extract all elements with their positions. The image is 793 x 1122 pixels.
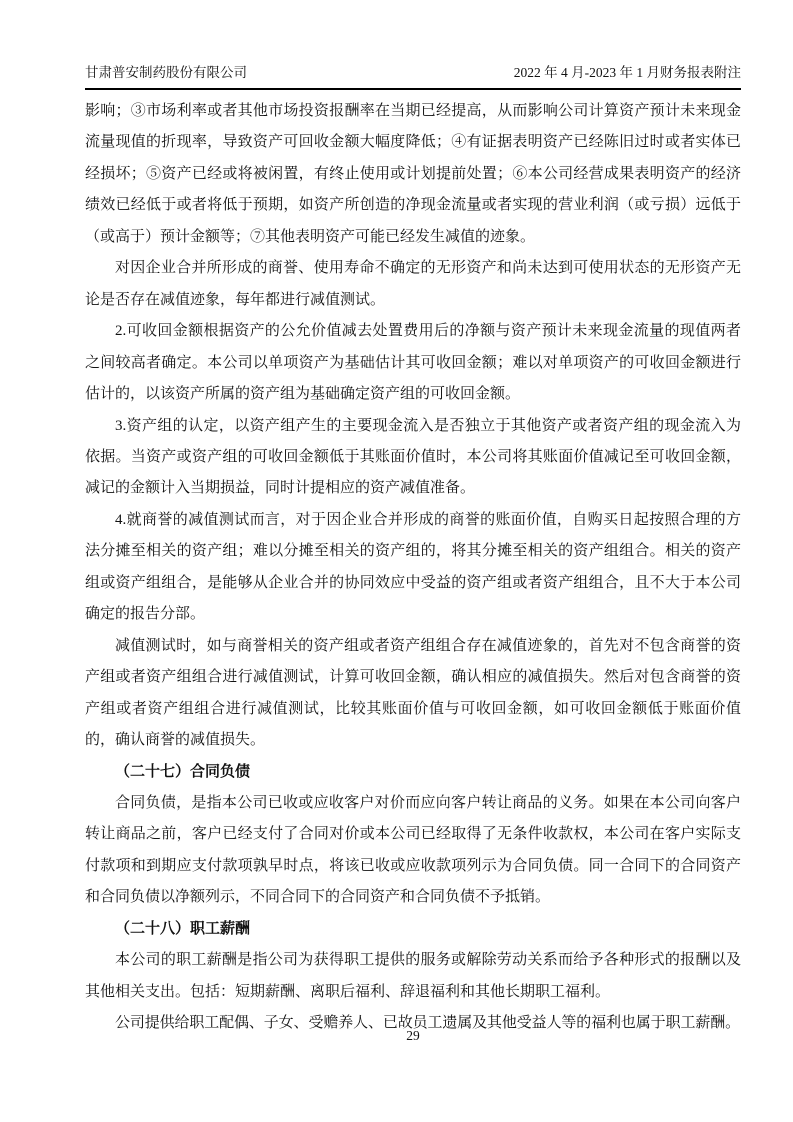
page-number: 29 bbox=[406, 1028, 420, 1043]
paragraph: 影响；③市场利率或者其他市场投资报酬率在当期已经提高，从而影响公司计算资产预计未来现金流量现值的折现率，导致资产可回收金额大幅度降低；④有证据表明资产已经陈旧过时或者实体已经损坏；⑤资产已经或将被闲置，有终止使用或计划提前处置；⑥本公司经营成果表明资产的经济绩效已经低于或者将低于预期，如资产所创造的净现金流量或者实现的营业利润（或亏损）远低于（或高于）预计金额等；⑦其他表明资产可能已经发生减值的迹象。 bbox=[85, 103, 741, 245]
header-company-name: 甘肃普安制药股份有限公司 bbox=[85, 65, 247, 80]
paragraph: 本公司的职工薪酬是指公司为获得职工提供的服务或解除劳动关系而给予各种形式的报酬以及其他相关支出。包括：短期薪酬、离职后福利、辞退福利和其他长期职工福利。 bbox=[85, 952, 741, 1000]
paragraph: 4.就商誉的减值测试而言，对于因企业合并形成的商誉的账面价值，自购买日起按照合理的方法分摊至相关的资产组；难以分摊至相关的资产组的，将其分摊至相关的资产组组合。相关的资产组或资产组组合，是能够从企业合并的协同效应中受益的资产组或者资产组组合，且不大于本公司确定的报告分部。 bbox=[85, 511, 741, 623]
paragraph: 减值测试时，如与商誉相关的资产组或者资产组组合存在减值迹象的，首先对不包含商誉的资产组或者资产组组合进行减值测试，计算可收回金额，确认相应的减值损失。然后对包含商誉的资产组或者资产组组合进行减值测试，比较其账面价值与可收回金额，如可收回金额低于账面价值的，确认商誉的减值损失。 bbox=[85, 637, 741, 749]
page-footer bbox=[85, 1028, 741, 1044]
paragraph: 2.可收回金额根据资产的公允价值减去处置费用后的净额与资产预计未来现金流量的现值两者之间较高者确定。本公司以单项资产为基础估计其可收回金额；难以对单项资产的可收回金额进行估计的，以该资产所属的资产组为基础确定资产组的可收回金额。 bbox=[85, 323, 741, 403]
paragraph: 合同负债，是指本公司已收或应收客户对价而应向客户转让商品的义务。如果在本公司向客户转让商品之前，客户已经支付了合同对价或本公司已经取得了无条件收款权，本公司在客户实际支付款项和到期应支付款项孰早时点，将该已收或应收款项列示为合同负债。同一合同下的合同资产和合同负债以净额列示，不同合同下的合同资产和合同负债不予抵销。 bbox=[85, 794, 741, 906]
paragraph: 对因企业合并所形成的商誉、使用寿命不确定的无形资产和尚未达到可使用状态的无形资产无论是否存在减值迹象，每年都进行减值测试。 bbox=[85, 260, 741, 308]
section-heading: （二十八）职工薪酬 bbox=[115, 920, 251, 937]
paragraph: 3.资产组的认定，以资产组产生的主要现金流入是否独立于其他资产或者资产组的现金流入为依据。当资产或资产组的可收回金额低于其账面价值时，本公司将其账面价值减记至可收回金额，减记的金额计入当期损益，同时计提相应的资产减值准备。 bbox=[85, 417, 741, 497]
paragraph: 公司提供给职工配偶、子女、受赡养人、已故员工遗属及其他受益人等的福利也属于职工薪酬。 bbox=[115, 1015, 740, 1032]
page-header bbox=[85, 64, 741, 90]
section-heading: （二十七）合同负债 bbox=[115, 763, 251, 780]
header-report-title: 2022 年 4 月-2023 年 1 月财务报表附注 bbox=[513, 65, 741, 80]
document-body bbox=[85, 96, 741, 1040]
